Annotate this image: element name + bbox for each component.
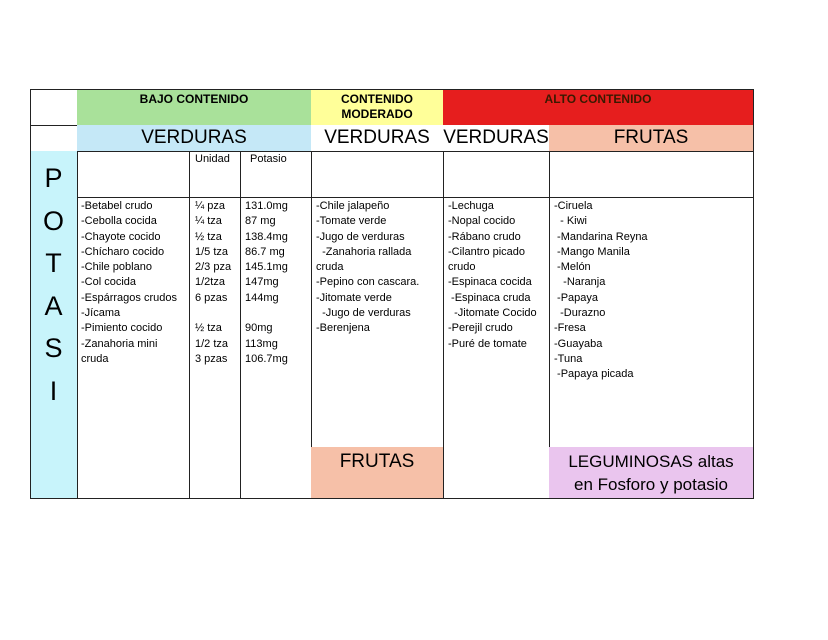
list-item: -Puré de tomate	[448, 337, 527, 350]
list-item: 113mg	[245, 337, 278, 350]
list-item: 3 pzas	[195, 352, 228, 365]
list-item: 87 mg	[245, 215, 276, 228]
list-item: 145.1mg	[245, 261, 288, 274]
frutas-moderado-label: FRUTAS	[339, 451, 415, 472]
list-item: 90mg	[245, 322, 273, 335]
list-item: -Jugo de verduras	[316, 307, 411, 320]
header-moderado-line1: CONTENIDO	[341, 92, 413, 106]
list-item: -Papaya picada	[554, 368, 634, 381]
category-frutas-alto	[549, 125, 754, 152]
list-item: 138.4mg	[245, 230, 288, 243]
category-corner	[30, 125, 78, 152]
list-item: -Chile poblano	[81, 261, 152, 274]
list-item: ½ tza	[195, 230, 222, 243]
list-item: -Durazno	[554, 307, 606, 320]
list-item: ½ tza	[195, 322, 222, 335]
list-item: -Zanahoria mini	[81, 337, 158, 350]
subheader-potasio	[240, 151, 312, 198]
list-item	[195, 306, 236, 321]
bajo-potasio-list	[240, 197, 312, 499]
list-item: -Espinaca cruda	[448, 291, 531, 304]
list-item: -Chile jalapeño	[316, 200, 390, 212]
list-item: -Jitomate verde	[316, 291, 392, 304]
list-item: -Mandarina Reyna	[554, 230, 648, 243]
list-item: - Kiwi	[554, 215, 587, 228]
list-item: 1/5 tza	[195, 245, 229, 258]
side-letter: I	[49, 375, 58, 406]
bajo-items-list	[77, 197, 190, 499]
header-alto-label: ALTO CONTENIDO	[544, 92, 652, 106]
list-item: -Col cocida	[81, 276, 137, 289]
list-item: -Papaya	[554, 291, 599, 304]
list-item: -Espárragos crudos	[81, 291, 177, 304]
corner-cell	[30, 89, 78, 126]
category-verduras-moderado-label: VERDURAS	[324, 127, 430, 148]
leguminosas-label-cell	[549, 447, 754, 499]
header-bajo	[77, 89, 312, 126]
list-item: 2/3 pza	[195, 261, 232, 274]
list-item: -Pepino con cascara.	[316, 276, 420, 289]
list-item: crudo	[448, 261, 476, 274]
list-item: ¼ pza	[195, 200, 225, 212]
list-item: -Guayaba	[554, 337, 603, 350]
frutas-moderado-label-cell	[311, 447, 444, 499]
list-item: -Zanahoria rallada	[316, 245, 412, 258]
list-item: -Rábano crudo	[448, 230, 521, 243]
subheader-empty-alto-frutas	[549, 151, 754, 198]
header-moderado-line2: MODERADO	[341, 107, 413, 121]
list-item: -Jícama	[81, 307, 121, 320]
subheader-potasio-label: Potasio	[250, 153, 287, 165]
list-item: -Chayote cocido	[81, 230, 161, 243]
list-item: -Melón	[554, 261, 591, 274]
subheader-unidad	[189, 151, 241, 198]
list-item: -Cilantro picado	[448, 245, 526, 258]
side-letter: O	[42, 205, 64, 236]
header-alto	[443, 89, 754, 126]
side-letter: T	[45, 248, 62, 278]
list-item: 86.7 mg	[245, 245, 285, 258]
list-item: 144mg	[245, 291, 279, 304]
list-item	[245, 306, 307, 321]
list-item: cruda	[81, 352, 109, 365]
list-item: -Lechuga	[448, 200, 494, 212]
list-item: -Fresa	[554, 322, 586, 335]
list-item: -Berenjena	[316, 322, 370, 335]
category-verduras-moderado	[311, 125, 444, 152]
leguminosas-line1: LEGUMINOSAS altas	[568, 452, 734, 471]
list-item: -Mango Manila	[554, 245, 630, 258]
list-item: -Betabel crudo	[81, 200, 153, 212]
subheader-empty-items	[77, 151, 190, 198]
subheader-empty-moderado	[311, 151, 444, 198]
list-item: -Espinaca cocida	[448, 276, 532, 289]
list-item: -Pimiento cocido	[81, 322, 163, 335]
list-item: cruda	[316, 261, 344, 274]
side-letter: P	[44, 163, 63, 193]
list-item: 1/2 tza	[195, 337, 229, 350]
moderado-items-list	[311, 197, 444, 448]
category-frutas-alto-label: FRUTAS	[613, 127, 689, 148]
header-moderado	[311, 89, 444, 126]
list-item: -Cebolla cocida	[81, 215, 157, 228]
side-letter: A	[44, 290, 63, 321]
list-item: 1/2tza	[195, 276, 225, 289]
list-item: -Jitomate Cocido	[448, 307, 537, 320]
list-item: -Ciruela	[554, 200, 593, 212]
header-bajo-label: BAJO CONTENIDO	[139, 92, 249, 106]
list-item: -Tomate verde	[316, 215, 387, 228]
list-item: -Jugo de verduras	[316, 230, 405, 243]
list-item: 6 pzas	[195, 291, 228, 304]
subheader-unidad-label: Unidad	[195, 153, 230, 165]
category-verduras-alto	[443, 125, 550, 152]
alto-verduras-list	[443, 197, 550, 499]
bajo-unidad-list	[189, 197, 241, 499]
alto-frutas-list	[549, 197, 754, 448]
list-item: -Naranja	[554, 276, 606, 289]
side-label-potasio	[30, 151, 78, 499]
leguminosas-line2: en Fosforo y potasio	[573, 475, 729, 494]
subheader-empty-alto-verduras	[443, 151, 550, 198]
list-item: -Perejil crudo	[448, 322, 513, 335]
side-letter: S	[44, 333, 63, 363]
list-item: -Chícharo cocido	[81, 245, 165, 258]
list-item: -Tuna	[554, 352, 583, 365]
list-item: -Nopal cocido	[448, 215, 516, 228]
category-verduras-alto-label: VERDURAS	[443, 127, 549, 148]
list-item: 106.7mg	[245, 352, 288, 365]
list-item: 131.0mg	[245, 200, 288, 212]
list-item: ¼ tza	[195, 215, 222, 228]
category-verduras-bajo-label: VERDURAS	[141, 127, 247, 148]
category-verduras-bajo	[77, 125, 312, 152]
list-item: 147mg	[245, 276, 279, 289]
